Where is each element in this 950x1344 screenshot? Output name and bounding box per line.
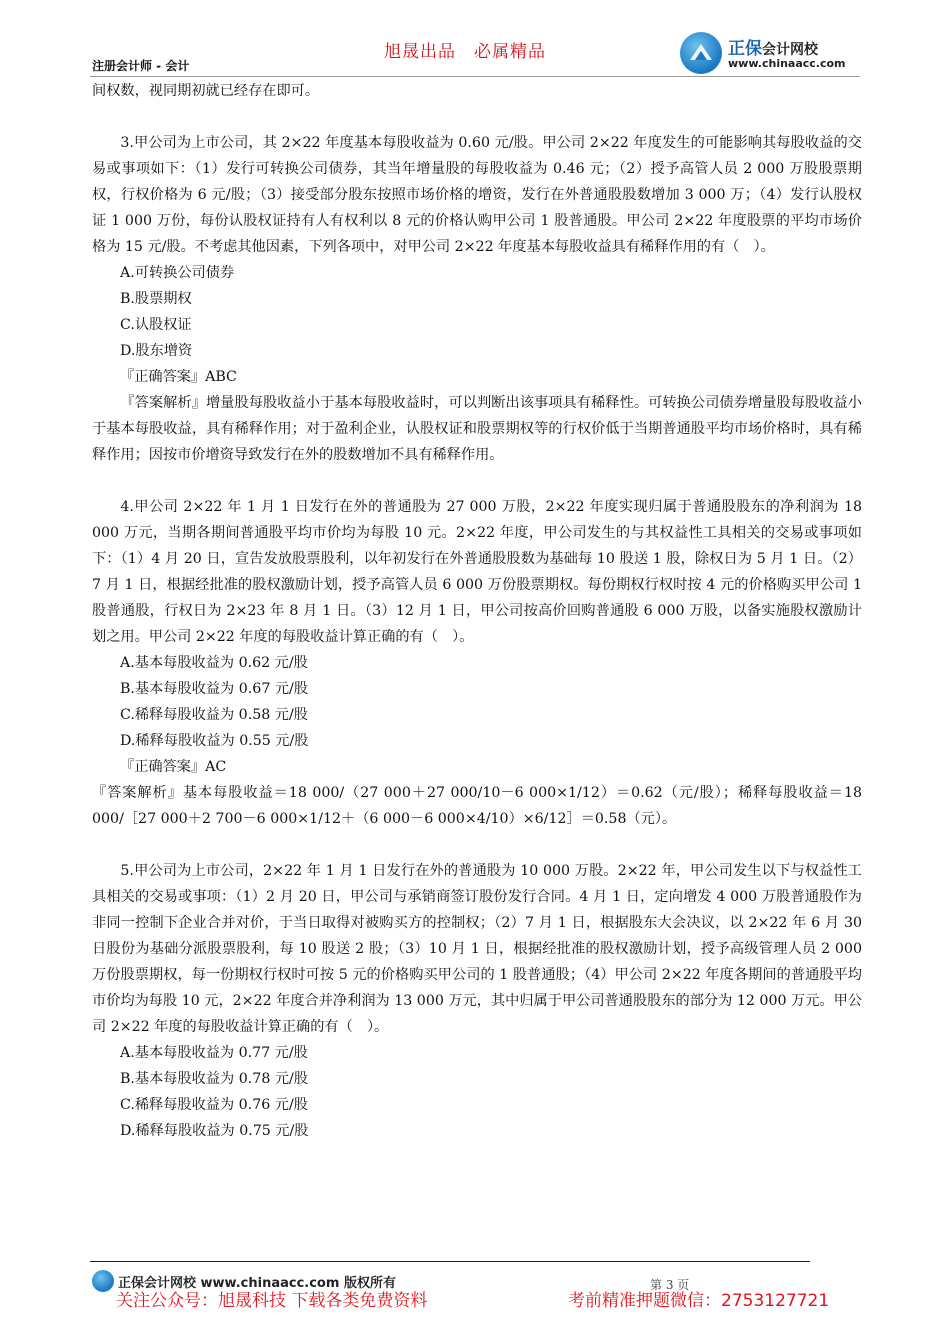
option-c: C.稀释每股收益为 0.76 元/股 [120, 1097, 308, 1113]
question-stem: 3.甲公司为上市公司，其 2×22 年度基本每股收益为 0.60 元/股。甲公司 2×22 年度发生的可能影响其每股收益的交易或事项如下：（1）发行可转换公司债券，其当年增量股的每股收益为 0.46 元；（2）授予高管人员 2 000 万股股票期权，行权价格为 6 元/股；（3）接受部分股东按照市场价格的增资，发行在外普通股股数增加 3 000 万；（4）发行认股权证 1 000 万份，每份认股权证持有人有权利以 8 元的价格认购甲公司 1 股普通股。甲公司 2×22 年度股票的平均市场价格为 15 元/股。不考虑其他因素，下列各项中，对甲公司 2×22 年度基本每股收益具有稀释作用的有（ ）。 [92, 135, 862, 255]
option-b: B.股票期权 [120, 291, 192, 307]
logo-name-small: 会计网校 [762, 42, 818, 58]
logo-name: 正保会计网校 [728, 39, 818, 59]
option-a: A.基本每股收益为 0.77 元/股 [120, 1045, 308, 1061]
option-d: D.稀释每股收益为 0.75 元/股 [120, 1123, 309, 1139]
document-body [92, 78, 862, 1144]
option-d: D.稀释每股收益为 0.55 元/股 [120, 733, 309, 749]
question-stem: 5.甲公司为上市公司，2×22 年 1 月 1 日发行在外的普通股为 10 000 万股。2×22 年，甲公司发生以下与权益性工具相关的交易或事项：（1）2 月 20 日，甲公司与承销商签订股份发行合同。4 月 1 日，定向增发 4 000 万股普通股作为非同一控制下企业合并对价，于当日取得对被购买方的控制权；（2）7 月 1 日，根据股东大会决议，以 2×22 年 6 月 30 日股份为基础分派股票股利，每 10 股送 2 股；（3）10 月 1 日，根据经批准的股权激励计划，授予高级管理人员 2 000 万份股票期权，每一份期权行权时可按 5 元的价格购买甲公司的 1 股普通股；（4）甲公司 2×22 年度各期间的普通股平均市价均为每股 10 元，2×22 年度合并净利润为 13 000 万元，其中归属于甲公司普通股股东的部分为 12 000 万元。甲公司 2×22 年度的每股收益计算正确的有（ ）。 [92, 863, 862, 1035]
footer-divider [90, 1261, 810, 1262]
option-c: C.稀释每股收益为 0.58 元/股 [120, 707, 308, 723]
page-number: 第 3 页 [650, 1278, 690, 1292]
header-slogan: 旭晟出品 必属精品 [384, 42, 546, 62]
option-a: A.基本每股收益为 0.62 元/股 [120, 655, 308, 671]
chinaacc-logo[interactable] [680, 32, 870, 76]
option-a: A.可转换公司债券 [120, 265, 235, 281]
answer-analysis: 『答案解析』基本每股收益＝18 000/（27 000＋27 000/10－6 000×1/12）＝0.62（元/股）；稀释每股收益＝18 000/［27 000＋2 700－6 000×1/12＋（6 000－6 000×4/10）×6/12］＝0.58（元）。 [92, 785, 862, 827]
option-d: D.股东增资 [120, 343, 193, 359]
logo-emblem-icon [680, 32, 722, 74]
logo-url: www.chinaacc.com [728, 57, 846, 70]
footer-copyright: 正保会计网校 www.chinaacc.com 版权所有 [118, 1276, 396, 1291]
option-b: B.基本每股收益为 0.78 元/股 [120, 1071, 309, 1087]
option-b: B.基本每股收益为 0.67 元/股 [120, 681, 309, 697]
course-title: 注册会计师 - 会计 [92, 59, 190, 73]
question-stem: 4.甲公司 2×22 年 1 月 1 日发行在外的普通股为 27 000 万股，2×22 年度实现归属于普通股股东的净利润为 18 000 万元，当期各期间普通股平均市价均为每股 10 元。2×22 年度，甲公司发生的与其权益性工具相关的交易或事项如下：（1）4 月 20 日，宣告发放股票股利，以年初发行在外普通股股数为基础每 10 股送 1 股，除权日为 5 月 1 日。（2）7 月 1 日，根据经批准的股权激励计划，授予高管人员 6 000 万份股票期权。每份期权行权时按 4 元的价格购买甲公司 1 股普通股，行权日为 2×23 年 8 月 1 日。（3）12 月 1 日，甲公司按高价回购普通股 6 000 万股，以备实施股权激励计划之用。甲公司 2×22 年度的每股收益计算正确的有（ ）。 [92, 499, 862, 645]
correct-answer: 『正确答案』ABC [120, 369, 237, 385]
header-divider [90, 76, 860, 77]
question-3 [92, 130, 862, 468]
option-c: C.认股权证 [120, 317, 192, 333]
question-4 [92, 494, 862, 832]
intro-line: 间权数，视同期初就已经存在即可。 [92, 83, 320, 99]
footer-logo-icon [92, 1270, 114, 1292]
footer-promo-left: 关注公众号：旭晟科技 下载各类免费资料 [116, 1291, 428, 1311]
correct-answer: 『正确答案』AC [120, 759, 227, 775]
footer-promo-right: 考前精准押题微信：2753127721 [568, 1291, 830, 1311]
question-5 [92, 858, 862, 1144]
answer-analysis: 『答案解析』增量股每股收益小于基本每股收益时，可以判断出该事项具有稀释性。可转换公司债券增量股每股收益小于基本每股收益，具有稀释作用；对于盈利企业，认股权证和股票期权等的行权价低于当期普通股平均市场价格时，具有稀释作用；因按市价增资导致发行在外的股数增加不具有稀释作用。 [92, 395, 862, 463]
